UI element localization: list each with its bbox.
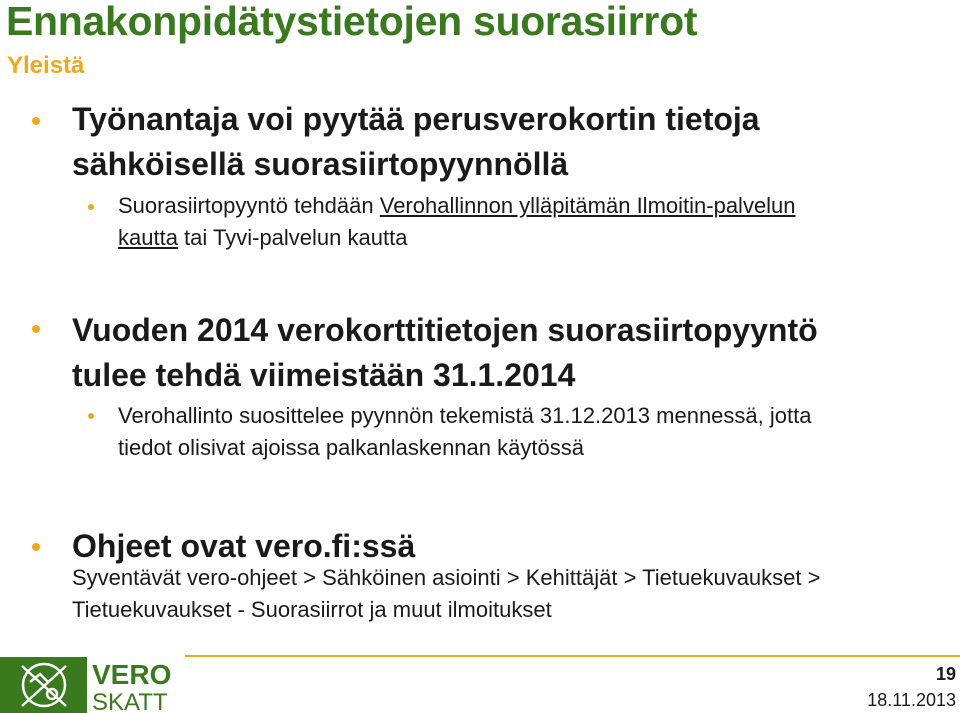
bullet-3-text-line-2: Tietuekuvaukset - Suorasiirrot ja muut ilmoitukset [72, 597, 552, 622]
bullet-3-text-line-1: Syventävät vero-ohjeet > Sähköinen asiointi > Kehittäjät > Tietuekuvaukset > [72, 565, 821, 590]
bullet-1 [72, 97, 942, 187]
bullet-dot [32, 117, 40, 125]
bullet-2 [72, 308, 942, 398]
bullet-2-sub-line-2: tiedot olisivat ajoissa palkanlaskennan käytössä [118, 435, 584, 460]
bullet-3: Ohjeet ovat vero.fi:ssä [72, 528, 416, 564]
bullet-1-sub-text-2: tai Tyvi-palvelun kautta [177, 225, 408, 250]
bullet-2-sub [118, 400, 948, 464]
bullet-3-text [72, 562, 952, 626]
bullet-2-line-1: Vuoden 2014 verokorttitietojen suorasiirtopyyntö [72, 312, 818, 348]
logo-vero-text: VERO [92, 659, 172, 690]
sub-bullet-dot [88, 204, 94, 210]
bullet-dot [32, 543, 40, 551]
bullet-1-line-1: Työnantaja voi pyytää perusverokortin tietoja [72, 101, 760, 137]
kautta-link[interactable]: kautta [118, 225, 178, 250]
ilmoitin-link[interactable]: Verohallinnon ylläpitämän Ilmoitin-palvelun [379, 193, 796, 218]
slide-title: Ennakonpidätystietojen suorasiirrot [6, 0, 698, 44]
sub-bullet-dot [88, 413, 94, 419]
bullet-1-sub-text: Suorasiirtopyyntö tehdään [118, 193, 380, 218]
slide-subtitle: Yleistä [7, 52, 85, 79]
logo-skatt-text: SKATT [92, 689, 168, 713]
bullet-dot [32, 325, 40, 333]
slide-date: 18.11.2013 [867, 690, 956, 710]
bullet-1-line-2: sähköisellä suorasiirtopyynnöllä [72, 146, 569, 182]
bullet-2-line-2: tulee tehdä viimeistään 31.1.2014 [72, 357, 576, 393]
vero-skatt-logo [0, 656, 180, 713]
bullet-1-sub [118, 190, 948, 254]
footer-divider [185, 655, 960, 657]
page-number: 19 [935, 664, 956, 684]
bullet-2-sub-line-1: Verohallinto suosittelee pyynnön tekemistä 31.12.2013 mennessä, jotta [118, 403, 812, 428]
